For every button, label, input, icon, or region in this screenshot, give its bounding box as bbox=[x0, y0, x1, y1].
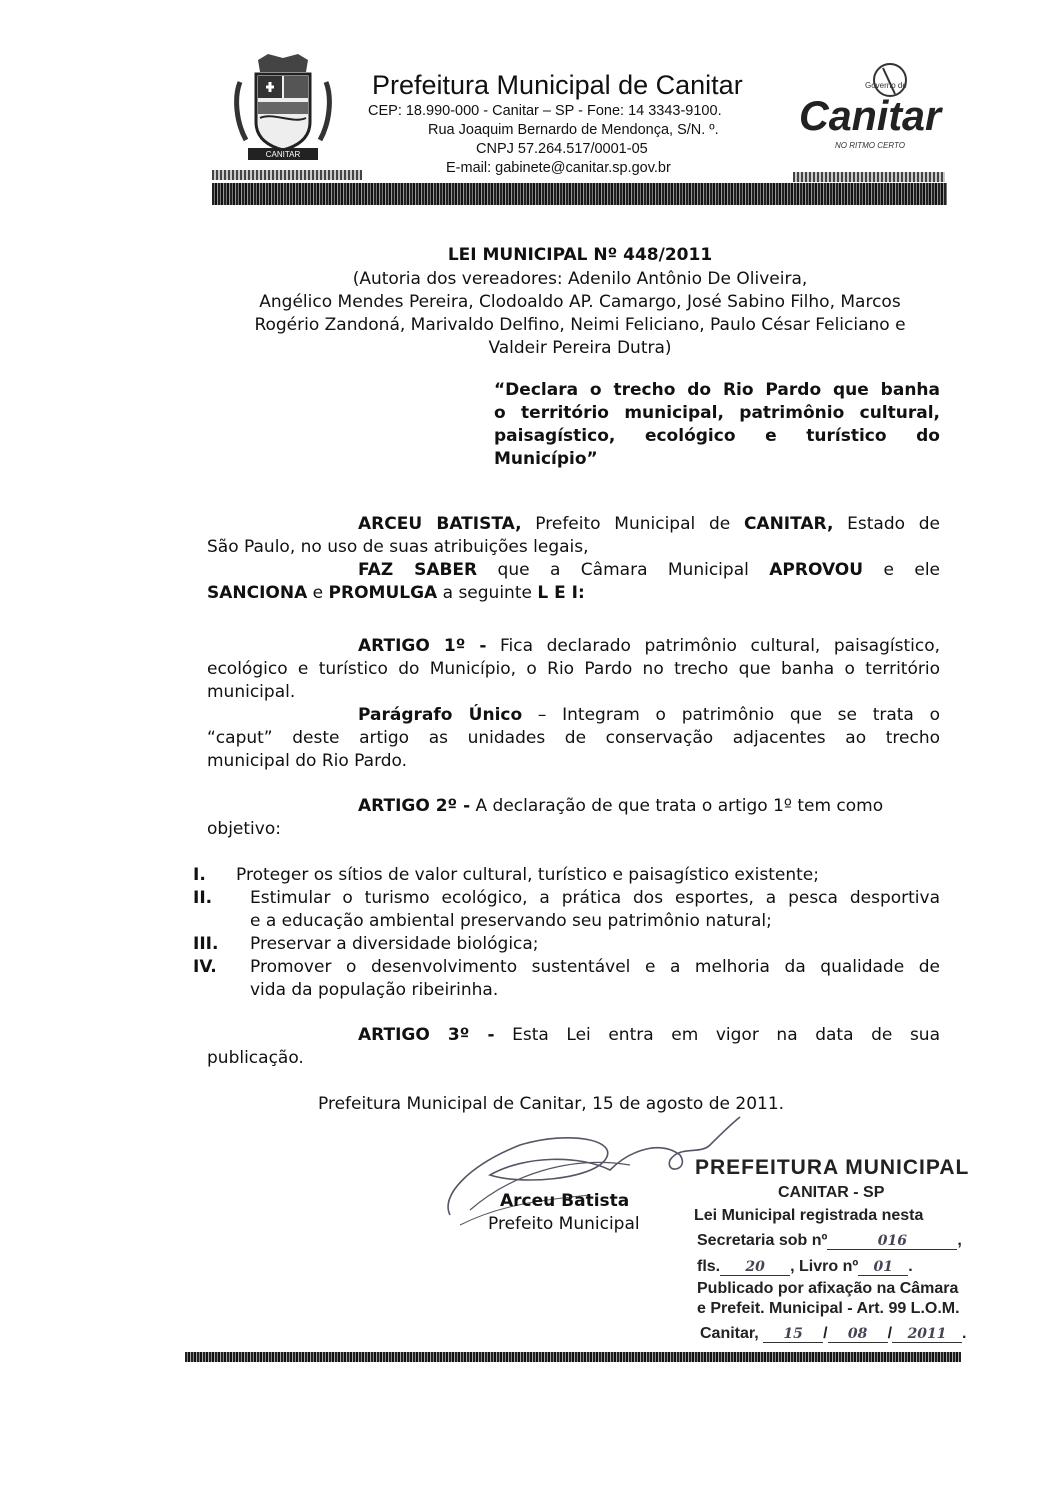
art2-item-number: II. bbox=[193, 888, 213, 908]
art2-item-number: I. bbox=[193, 865, 206, 885]
art1-line-3: municipal. bbox=[207, 682, 296, 702]
preamble-line-1: ARCEU BATISTA, Prefeito Municipal de CANITAR, Estado de bbox=[358, 514, 940, 534]
ementa-line-2: o território municipal, patrimônio cultural, bbox=[494, 403, 940, 423]
header-cnpj: CNPJ 57.264.517/0001-05 bbox=[476, 141, 648, 157]
canitar-logo bbox=[795, 58, 945, 158]
art1-paragraph-line-2: “caput” deste artigo as unidades de conservação adjacentes ao trecho bbox=[207, 728, 940, 748]
stamp-book-number: 01 bbox=[858, 1259, 908, 1276]
logo-slogan: NO RITMO CERTO bbox=[835, 141, 905, 150]
ementa-line-3: paisagístico, ecológico e turístico do bbox=[494, 426, 940, 446]
stamp-line-3: fls. 20 , Livro nº 01 . bbox=[697, 1258, 913, 1275]
coat-of-arms bbox=[228, 52, 338, 164]
signer-name: Arceu Batista bbox=[500, 1191, 630, 1211]
law-authors-1: (Autoria dos vereadores: Adenilo Antônio De Oliveira, bbox=[352, 269, 808, 289]
header-rule-left bbox=[212, 170, 362, 180]
header-title: Prefeitura Municipal de Canitar bbox=[372, 70, 743, 100]
stamp-subtitle: CANITAR - SP bbox=[778, 1184, 885, 1201]
art3-line-1: ARTIGO 3º - Esta Lei entra em vigor na data de sua bbox=[358, 1025, 940, 1045]
art1-line-2: ecológico e turístico do Município, o Rio Pardo no trecho que banha o território bbox=[207, 659, 940, 679]
art2-item-text: Promover o desenvolvimento sustentável e a melhoria da qualidade de bbox=[250, 957, 940, 977]
logo-big-text: Canitar bbox=[799, 92, 944, 139]
stamp-day: 15 bbox=[763, 1326, 823, 1343]
stamp-title: PREFEITURA MUNICIPAL bbox=[695, 1156, 970, 1179]
crest-text: CANITAR bbox=[265, 150, 301, 159]
art2-line-2: objetivo: bbox=[207, 819, 281, 839]
header-address-street: Rua Joaquim Bernardo de Mendonça, S/N. º. bbox=[428, 122, 719, 138]
art2-item-number: III. bbox=[193, 934, 219, 954]
stamp-line-5: e Prefeit. Municipal - Art. 99 L.O.M. bbox=[697, 1300, 960, 1317]
stamp-month: 08 bbox=[828, 1326, 888, 1343]
law-authors-4: Valdeir Pereira Dutra) bbox=[488, 338, 672, 358]
header-address-cep: CEP: 18.990-000 - Canitar – SP - Fone: 14 3343-9100. bbox=[368, 103, 722, 119]
header-email: E-mail: gabinete@canitar.sp.gov.br bbox=[446, 160, 671, 176]
art3-line-2: publicação. bbox=[207, 1048, 304, 1068]
preamble-line-2: São Paulo, no uso de suas atribuições legais, bbox=[207, 537, 589, 557]
stamp-line-4: Publicado por afixação na Câmara bbox=[697, 1280, 959, 1297]
preamble-line-4: SANCIONA e PROMULGA a seguinte L E I: bbox=[207, 583, 585, 603]
art2-item-text: vida da população ribeirinha. bbox=[250, 980, 499, 1000]
logo-small-text: Governo de bbox=[865, 81, 907, 90]
preamble-line-3: FAZ SABER que a Câmara Municipal APROVOU e ele bbox=[358, 560, 940, 580]
law-authors-3: Rogério Zandoná, Marivaldo Delfino, Neimi Feliciano, Paulo César Feliciano e bbox=[254, 315, 906, 335]
ementa-line-4: Município” bbox=[494, 449, 598, 469]
art1-line-1: ARTIGO 1º - Fica declarado patrimônio cultural, paisagístico, bbox=[358, 636, 940, 656]
stamp-line-2: Secretaria sob nº 016 , bbox=[697, 1232, 962, 1249]
art2-line-1: ARTIGO 2º - A declaração de que trata o artigo 1º tem como bbox=[358, 796, 884, 816]
art2-item-text: Proteger os sítios de valor cultural, turístico e paisagístico existente; bbox=[236, 865, 819, 885]
art2-item-text: Preservar a diversidade biológica; bbox=[250, 934, 539, 954]
art1-paragraph-line-1: Parágrafo Único – Integram o patrimônio que se trata o bbox=[358, 705, 940, 725]
ementa-line-1: “Declara o trecho do Rio Pardo que banha bbox=[494, 380, 940, 400]
place-date: Prefeitura Municipal de Canitar, 15 de agosto de 2011. bbox=[318, 1094, 785, 1114]
header-rule bbox=[212, 183, 947, 205]
stamp-registry-number: 016 bbox=[827, 1233, 957, 1250]
header-rule-right bbox=[793, 172, 945, 182]
mayor-name: ARCEU BATISTA, bbox=[358, 514, 522, 534]
signer-role: Prefeito Municipal bbox=[488, 1214, 640, 1234]
stamp-folio: 20 bbox=[720, 1259, 790, 1276]
art2-item-text: e a educação ambiental preservando seu patrimônio natural; bbox=[250, 911, 772, 931]
art2-item-text: Estimular o turismo ecológico, a prática dos esportes, a pesca desportiva bbox=[250, 888, 940, 908]
law-title: LEI MUNICIPAL Nº 448/2011 bbox=[447, 245, 713, 265]
footer-rule bbox=[185, 1352, 961, 1362]
stamp-line-1: Lei Municipal registrada nesta bbox=[694, 1207, 924, 1224]
art2-item-number: IV. bbox=[193, 957, 217, 977]
art1-paragraph-line-3: municipal do Rio Pardo. bbox=[207, 751, 408, 771]
law-authors-2: Angélico Mendes Pereira, Clodoaldo AP. Camargo, José Sabino Filho, Marcos bbox=[259, 292, 901, 312]
stamp-year: 2011 bbox=[892, 1326, 962, 1343]
stamp-line-6: Canitar, 15 / 08 / 2011 . bbox=[700, 1325, 967, 1342]
